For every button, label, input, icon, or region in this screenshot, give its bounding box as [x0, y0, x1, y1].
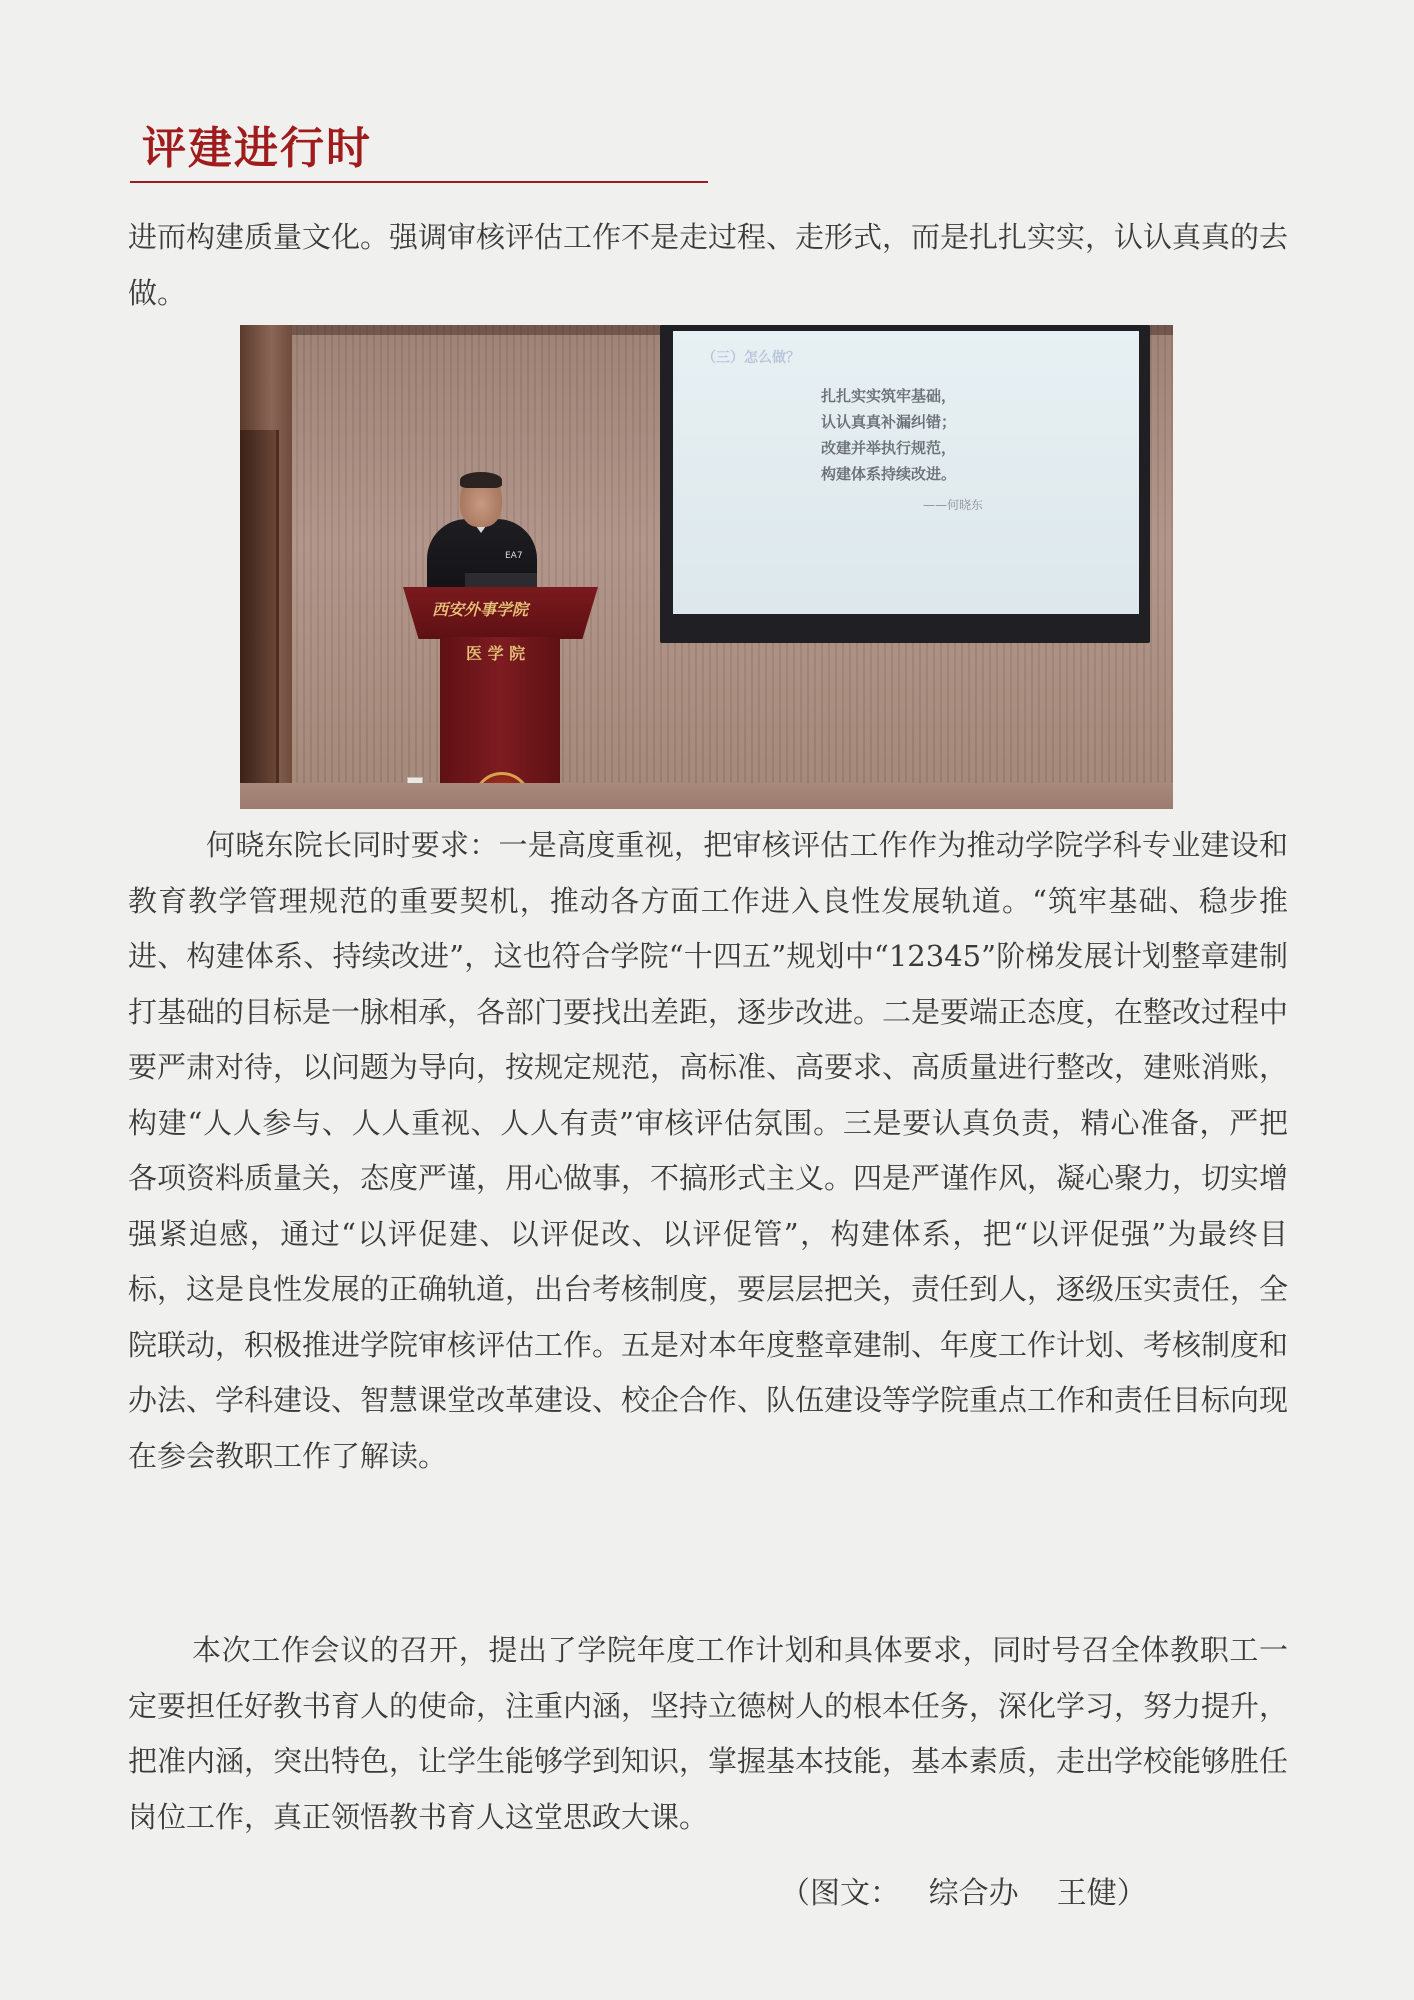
slide-heading: （三）怎么做？ — [702, 350, 800, 366]
podium-department-name: 医 学 院 — [466, 644, 526, 663]
projected-slide — [673, 331, 1139, 614]
photo-floor — [240, 783, 1173, 809]
speaker-hair — [460, 472, 502, 488]
slide-line: 扎扎实实筑牢基础， — [821, 387, 957, 405]
slide-line: 改建并举执行规范， — [821, 439, 957, 457]
projection-screen — [660, 325, 1150, 643]
shirt-logo: EA7 — [505, 551, 523, 561]
page-title: 评建进行时 — [142, 123, 372, 174]
podium-school-name: 西安外事学院 — [432, 600, 529, 619]
title-underline — [130, 181, 708, 183]
intro-paragraph: 进而构建质量文化。强调审核评估工作不是走过程、走形式，而是扎扎实实，认认真真的去做。 — [128, 220, 1289, 310]
slide-author: ——何晓东 — [923, 498, 984, 512]
slide-line: 认认真真补漏纠错； — [821, 413, 957, 431]
closing-paragraph: 本次工作会议的召开，提出了学院年度工作计划和具体要求，同时号召全体教职工一定要担任好教书育人的使命，注重内涵，坚持立德树人的根本任务，深化学习，努力提升，把准内涵，突出特色，让学生能够学到知识，掌握基本技能，基本素质，走出学校能够胜任岗位工作，真正领悟教书育人这堂思政大课。 — [128, 1633, 1289, 1834]
slide-line: 构建体系持续改进。 — [821, 465, 957, 483]
article-credit: （图文： 综合办 王健） — [780, 1876, 1147, 1911]
event-photo — [240, 325, 1173, 809]
main-paragraph: 何晓东院长同时要求：一是高度重视，把审核评估工作作为推动学院学科专业建设和教育教学管理规范的重要契机，推动各方面工作进入良性发展轨道。“筑牢基础、稳步推进、构建体系、持续改进”，这也符合学院“十四五”规划中“12345”阶梯发展计划整章建制打基础的目标是一脉相承，各部门要找出差距，逐步改进。二是要端正态度，在整改过程中要严肃对待，以问题为导向，按规定规范，高标准、高要求、高质量进行整改，建账消账，构建“人人参与、人人重视、人人有责”审核评估氛围。三是要认真负责，精心准备，严把各项资料质量关，态度严谨，用心做事，不搞形式主义。四是严谨作风，凝心聚力，切实增强紧迫感，通过“以评促建、以评促改、以评促管”，构建体系，把“以评促强”为最终目标，这是良性发展的正确轨道，出台考核制度，要层层把关，责任到人，逐级压实责任，全院联动，积极推进学院审核评估工作。五是对本年度整章建制、年度工作计划、考核制度和办法、学科建设、智慧课堂改革建设、校企合作、队伍建设等学院重点工作和责任目标向现在参会教职工作了解读。 — [128, 828, 1289, 1473]
photo-doorway — [240, 430, 279, 809]
